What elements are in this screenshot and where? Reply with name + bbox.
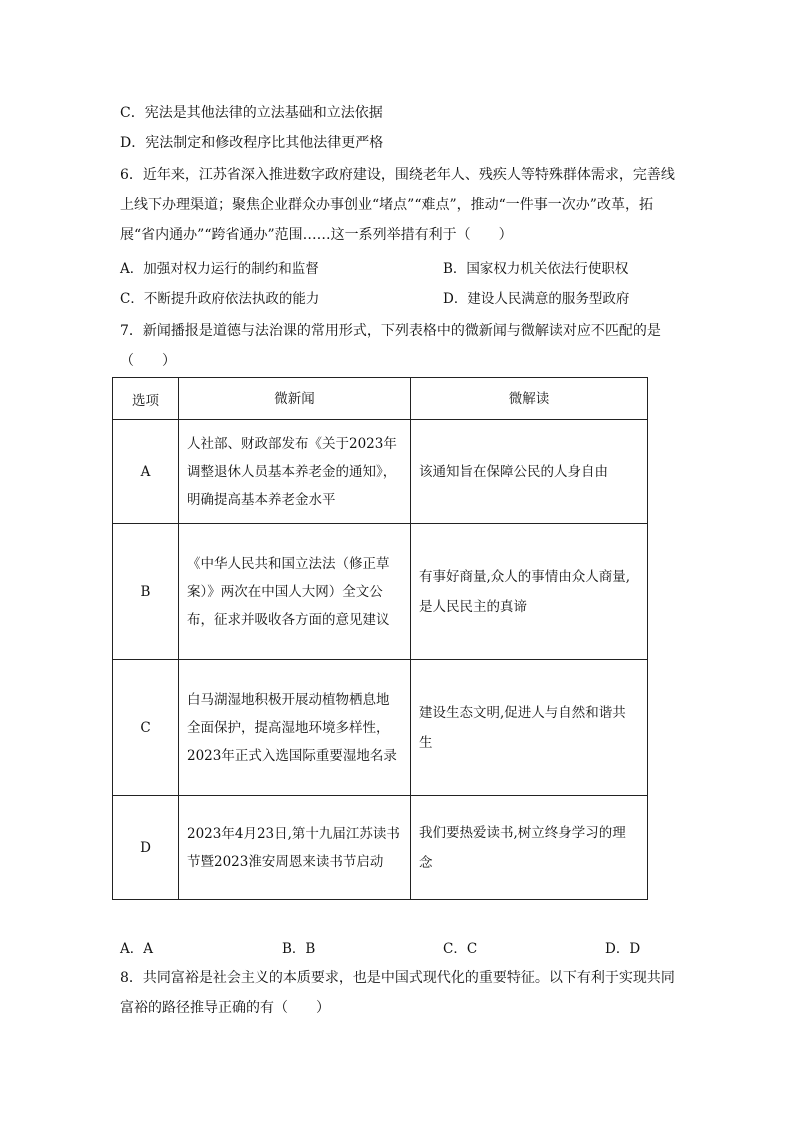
news-table	[112, 377, 648, 900]
row-option: D	[113, 796, 179, 900]
row-news: 2023年4月23日,第十九届江苏读书节暨2023淮安周恩来读书节启动	[179, 796, 411, 900]
table-row	[113, 420, 648, 524]
row-option: B	[113, 524, 179, 660]
table-header-row	[113, 378, 648, 420]
header-reading: 微解读	[411, 378, 648, 420]
q6-option-d: D．建设人民满意的服务型政府	[443, 291, 630, 307]
table-row	[113, 660, 648, 796]
row-option: A	[113, 420, 179, 524]
q6-option-c: C．不断提升政府依法执政的能力	[120, 291, 320, 307]
table-row	[113, 524, 648, 660]
q6-stem: 6．近年来，江苏省深入推进数字政府建设，围绕老年人、残疾人等特殊群体需求，完善线上线下办理渠道；聚焦企业群众办事创业“堵点”“难点”，推动“一件事一次办”改革，拓展“省内通办”“跨省通办”范围……这一系列举措有利于（ ）	[120, 167, 675, 243]
row-news: 白马湖湿地积极开展动植物栖息地全面保护，提高湿地环境多样性，2023年正式入选国际重要湿地名录	[179, 660, 411, 796]
q7-option-d: D．D	[605, 941, 641, 957]
q7-option-b: B．B	[282, 941, 316, 957]
row-reading: 该通知旨在保障公民的人身自由	[411, 420, 648, 524]
q6-option-b: B．国家权力机关依法行使职权	[443, 261, 629, 277]
q6-option-a: A．加强对权力运行的制约和监督	[120, 261, 319, 277]
q7-option-a: A．A	[120, 941, 153, 957]
q5-option-d: D．宪法制定和修改程序比其他法律更严格	[120, 135, 384, 151]
row-reading: 有事好商量,众人的事情由众人商量,是人民民主的真谛	[411, 524, 648, 660]
row-reading: 我们要热爱读书,树立终身学习的理念	[411, 796, 648, 900]
header-option: 选项	[113, 378, 179, 420]
row-reading: 建设生态文明,促进人与自然和谐共生	[411, 660, 648, 796]
row-option: C	[113, 660, 179, 796]
q7-stem-paren: （ ）	[120, 353, 176, 369]
q8-stem: 8．共同富裕是社会主义的本质要求，也是中国式现代化的重要特征。以下有利于实现共同富裕的路径推导正确的有（ ）	[120, 970, 675, 1016]
header-news: 微新闻	[179, 378, 411, 420]
row-news: 人社部、财政部发布《关于2023年调整退休人员基本养老金的通知》，明确提高基本养老金水平	[179, 420, 411, 524]
q7-option-c: C．C	[443, 941, 478, 957]
table-row	[113, 796, 648, 900]
row-news: 《中华人民共和国立法法（修正草案）》两次在中国人大网）全文公布，征求并吸收各方面的意见建议	[179, 524, 411, 660]
q7-stem: 7．新闻播报是道德与法治课的常用形式，下列表格中的微新闻与微解读对应不匹配的是	[120, 323, 661, 339]
q5-option-c: C．宪法是其他法律的立法基础和立法依据	[120, 105, 383, 121]
